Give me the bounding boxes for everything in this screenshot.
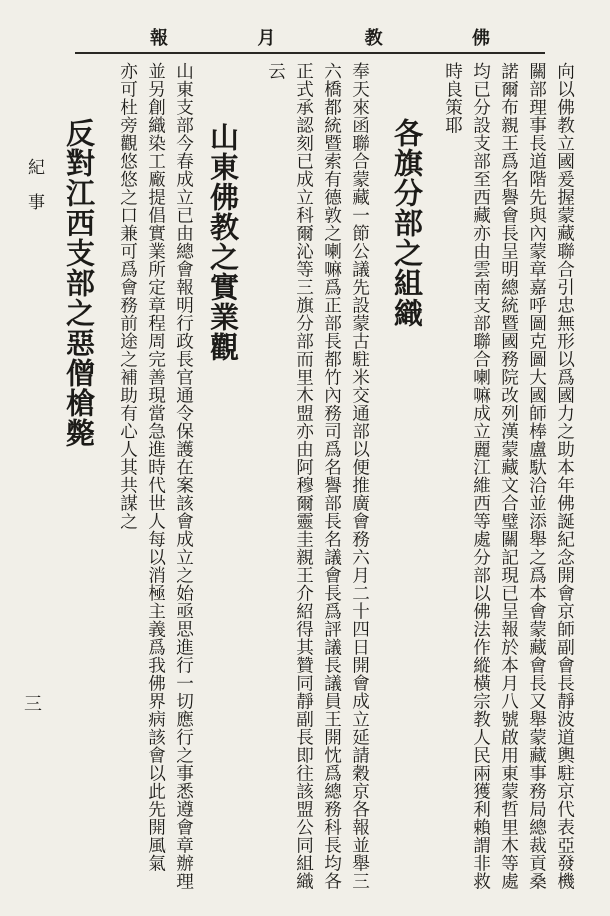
header-rule — [75, 52, 545, 54]
body-column: 亦可杜旁觀悠悠之口兼可爲會務前途之補助有心人其共謀之 — [117, 62, 138, 530]
header-char: 報 — [150, 28, 168, 49]
body-column: 奉天來函聯合蒙藏一節公議先設蒙古駐米交通部以便推廣會務六月二十四日開會成立延請穀京各報並舉三 — [349, 62, 370, 890]
body-column: 山東支部今春成立已由總會報明行政長官通令保護在案該會成立之始亟思進行一切應行之事悉遵會章辦理 — [173, 62, 194, 890]
body-column: 並另創織染工廠提倡實業所定章程周完善現當急進時代世人每以消極主義爲我佛界病該會以此先開風氣 — [145, 62, 166, 872]
header-char: 教 — [364, 28, 383, 49]
body-column: 時良策耶 — [442, 62, 463, 134]
section-heading: 反對江西支部之惡僧槍斃 — [62, 118, 96, 448]
header-char: 月 — [257, 28, 276, 49]
header-char: 佛 — [471, 28, 490, 49]
running-header — [150, 24, 490, 50]
body-column: 六橋都統暨索有德敦之喇嘛爲正部長都竹內務司爲名譽部長名議會長爲評議長議員王開忱爲總務科長均各 — [321, 62, 342, 890]
body-column: 云 — [265, 62, 286, 80]
page-number: 三 — [24, 694, 42, 715]
body-column: 關部理事長道階先與內蒙章嘉呼圖克圖大國師棒盧馱洽並添舉之爲本會蒙藏會長又舉蒙藏事務局總裁貢桑 — [526, 62, 547, 890]
section-heading: 各旗分部之組織 — [390, 118, 424, 328]
section-heading: 山東佛教之實業觀 — [206, 122, 240, 362]
margin-section-label: 紀 事 — [24, 158, 44, 211]
body-column: 均已分設支部至西藏亦由雲南支部聯合喇嘛成立麗江維西等處分部以佛法作縱橫宗教人民兩獲利賴謂非救 — [470, 62, 491, 890]
body-column: 向以佛教立國爰握蒙藏聯合引忠無形以爲國力之助本年佛誕紀念開會京師副會長靜波道輿駐京代表亞發機 — [554, 62, 575, 890]
body-column: 諾爾布親王爲名譽會長呈明總統暨國務院改列漢蒙藏文合璧關記現已呈報於本月八號啟用東蒙哲里木等處 — [498, 62, 519, 890]
body-column: 正式承認刻已成立科爾沁等三旗分部而里木盟亦由阿穆爾靈圭親王介紹得其贊同靜副長即往該盟公同組織 — [293, 62, 314, 890]
